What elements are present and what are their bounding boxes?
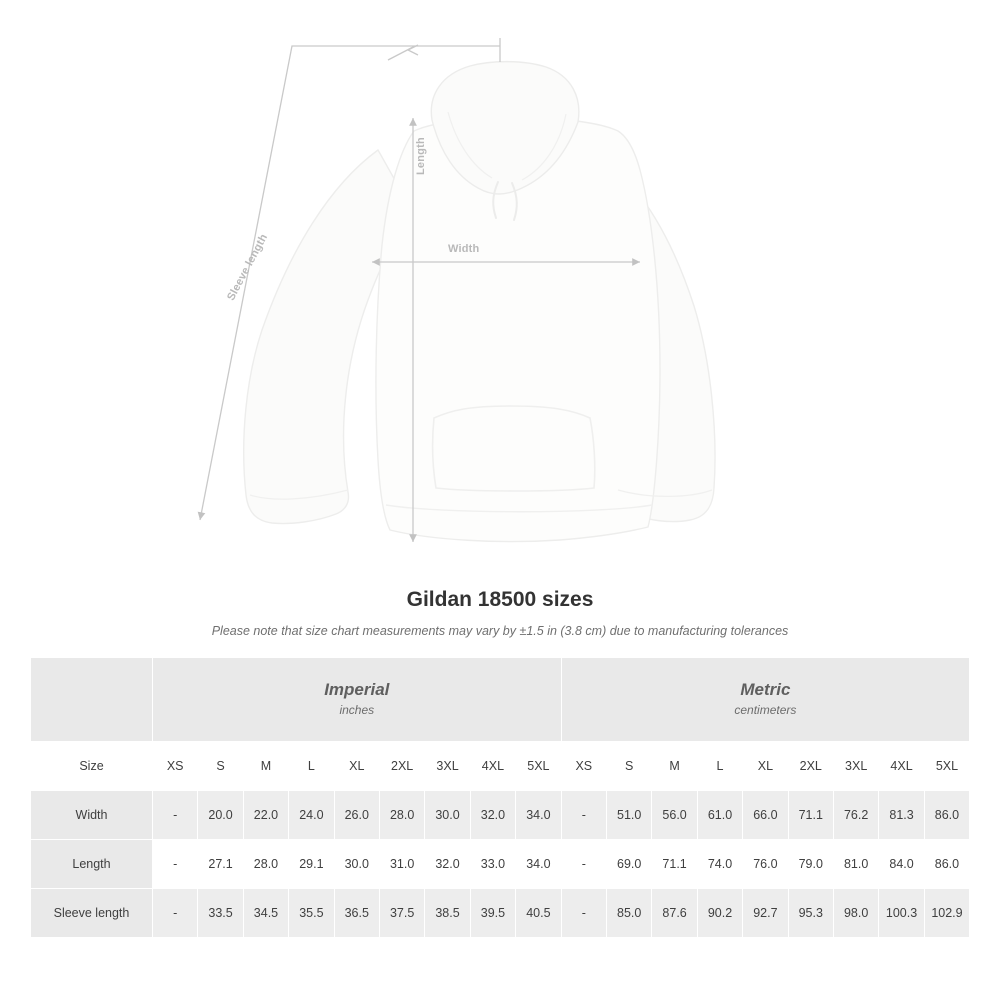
cell-sleeve-metric-3xl: 98.0 xyxy=(833,889,878,938)
size-header-metric-5xl: 5XL xyxy=(924,742,969,791)
cell-width-metric-l: 61.0 xyxy=(697,791,742,840)
size-header-imperial-m: M xyxy=(243,742,288,791)
cell-length-metric-2xl: 79.0 xyxy=(788,840,833,889)
table-row xyxy=(31,791,970,840)
cell-sleeve-imperial-4xl: 39.5 xyxy=(470,889,515,938)
cell-sleeve-metric-5xl: 102.9 xyxy=(924,889,969,938)
size-table xyxy=(30,657,970,938)
cell-sleeve-metric-l: 90.2 xyxy=(697,889,742,938)
cell-sleeve-metric-xl: 92.7 xyxy=(743,889,788,938)
hoodie-shape xyxy=(244,62,715,542)
sleeve-length-label: Sleeve length xyxy=(225,232,271,303)
cell-width-imperial-l: 24.0 xyxy=(289,791,334,840)
cell-sleeve-imperial-s: 33.5 xyxy=(198,889,243,938)
cell-length-metric-5xl: 86.0 xyxy=(924,840,969,889)
cell-length-metric-m: 71.1 xyxy=(652,840,697,889)
cell-sleeve-imperial-3xl: 38.5 xyxy=(425,889,470,938)
system-unit-metric: centimeters xyxy=(734,702,797,717)
cell-length-metric-s: 69.0 xyxy=(607,840,652,889)
cell-width-metric-2xl: 71.1 xyxy=(788,791,833,840)
size-header-metric-3xl: 3XL xyxy=(833,742,878,791)
size-header-imperial-xl: XL xyxy=(334,742,379,791)
cell-width-imperial-m: 22.0 xyxy=(243,791,288,840)
size-header-cell: Size xyxy=(31,742,153,791)
size-header-imperial-s: S xyxy=(198,742,243,791)
table-corner xyxy=(31,658,153,742)
size-header-metric-xl: XL xyxy=(743,742,788,791)
system-header-metric xyxy=(561,658,970,742)
cell-width-imperial-s: 20.0 xyxy=(198,791,243,840)
row-label-length: Length xyxy=(31,840,153,889)
cell-width-imperial-5xl: 34.0 xyxy=(516,791,562,840)
cell-width-metric-5xl: 86.0 xyxy=(924,791,969,840)
cell-length-imperial-l: 29.1 xyxy=(289,840,334,889)
cell-sleeve-imperial-2xl: 37.5 xyxy=(379,889,424,938)
cell-width-metric-4xl: 81.3 xyxy=(879,791,924,840)
row-label-width: Width xyxy=(31,791,153,840)
cell-length-imperial-3xl: 32.0 xyxy=(425,840,470,889)
cell-sleeve-imperial-5xl: 40.5 xyxy=(516,889,562,938)
size-header-imperial-5xl: 5XL xyxy=(516,742,562,791)
cell-length-metric-3xl: 81.0 xyxy=(833,840,878,889)
cell-length-metric-4xl: 84.0 xyxy=(879,840,924,889)
table-row xyxy=(31,889,970,938)
size-table-wrap xyxy=(30,657,970,938)
size-header-row xyxy=(31,742,970,791)
system-header-row xyxy=(31,658,970,742)
cell-width-metric-s: 51.0 xyxy=(607,791,652,840)
cell-width-imperial-3xl: 30.0 xyxy=(425,791,470,840)
cell-width-imperial-xs: - xyxy=(153,791,198,840)
size-header-metric-s: S xyxy=(607,742,652,791)
cell-length-metric-xs: - xyxy=(561,840,606,889)
cell-width-imperial-4xl: 32.0 xyxy=(470,791,515,840)
size-header-imperial-l: L xyxy=(289,742,334,791)
size-header-metric-4xl: 4XL xyxy=(879,742,924,791)
size-header-imperial-xs: XS xyxy=(153,742,198,791)
cell-length-imperial-5xl: 34.0 xyxy=(516,840,562,889)
size-header-imperial-2xl: 2XL xyxy=(379,742,424,791)
cell-width-imperial-2xl: 28.0 xyxy=(379,791,424,840)
table-row xyxy=(31,840,970,889)
cell-length-metric-xl: 76.0 xyxy=(743,840,788,889)
size-header-metric-2xl: 2XL xyxy=(788,742,833,791)
size-header-metric-m: M xyxy=(652,742,697,791)
cell-length-imperial-2xl: 31.0 xyxy=(379,840,424,889)
cell-sleeve-metric-m: 87.6 xyxy=(652,889,697,938)
cell-width-metric-3xl: 76.2 xyxy=(833,791,878,840)
tolerance-note: Please note that size chart measurements may vary by ±1.5 in (3.8 cm) due to manufacturing tolerances xyxy=(211,624,789,638)
cell-sleeve-imperial-xl: 36.5 xyxy=(334,889,379,938)
cell-length-imperial-s: 27.1 xyxy=(198,840,243,889)
title-block xyxy=(0,588,1000,638)
cell-sleeve-metric-4xl: 100.3 xyxy=(879,889,924,938)
cell-width-metric-xl: 66.0 xyxy=(743,791,788,840)
cell-length-metric-l: 74.0 xyxy=(697,840,742,889)
cell-length-imperial-xl: 30.0 xyxy=(334,840,379,889)
cell-length-imperial-xs: - xyxy=(153,840,198,889)
cell-sleeve-imperial-xs: - xyxy=(153,889,198,938)
cell-sleeve-imperial-m: 34.5 xyxy=(243,889,288,938)
size-header-imperial-3xl: 3XL xyxy=(425,742,470,791)
page-title: Gildan 18500 sizes xyxy=(406,588,594,611)
cell-sleeve-metric-2xl: 95.3 xyxy=(788,889,833,938)
cell-sleeve-imperial-l: 35.5 xyxy=(289,889,334,938)
system-name-imperial: Imperial xyxy=(324,680,390,700)
system-unit-imperial: inches xyxy=(339,702,375,717)
cell-width-metric-xs: - xyxy=(561,791,606,840)
system-header-imperial xyxy=(153,658,562,742)
cell-width-metric-m: 56.0 xyxy=(652,791,697,840)
system-name-metric: Metric xyxy=(740,680,791,700)
cell-length-imperial-m: 28.0 xyxy=(243,840,288,889)
row-label-sleeve-length: Sleeve length xyxy=(31,889,153,938)
length-label: Length xyxy=(415,137,427,175)
size-header-metric-xs: XS xyxy=(561,742,606,791)
cell-width-imperial-xl: 26.0 xyxy=(334,791,379,840)
width-label: Width xyxy=(448,243,480,255)
cell-sleeve-metric-s: 85.0 xyxy=(607,889,652,938)
size-header-imperial-4xl: 4XL xyxy=(470,742,515,791)
cell-sleeve-metric-xs: - xyxy=(561,889,606,938)
size-header-metric-l: L xyxy=(697,742,742,791)
cell-length-imperial-4xl: 33.0 xyxy=(470,840,515,889)
